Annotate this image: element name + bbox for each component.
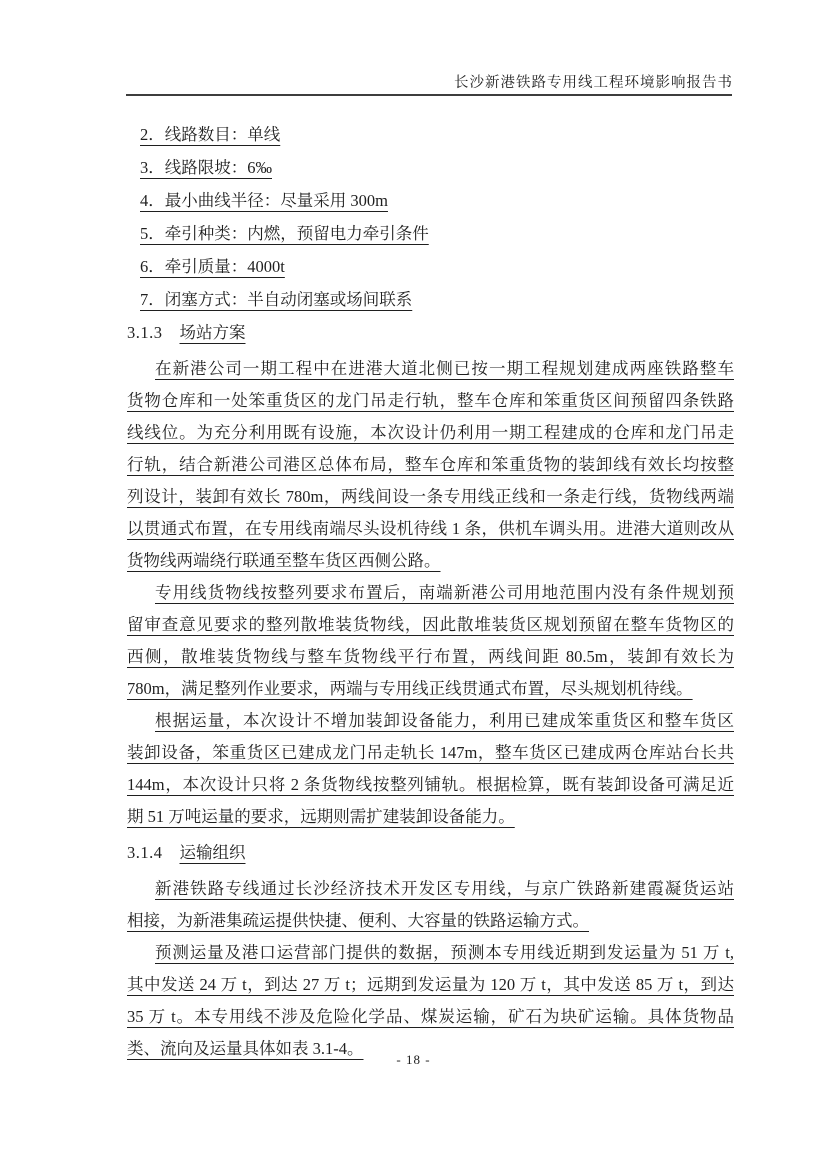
spec-list-item: 6．牵引质量：4000t [140, 257, 285, 276]
paragraph-line: 根据运量，本次设计不增加装卸设备能力，利用已建成笨重货区和整车货区 [155, 711, 734, 730]
paragraph-line: 货物线两端绕行联通至整车货区西侧公路。 [127, 551, 441, 570]
section-number: 3.1.3 [127, 323, 163, 342]
page-number: - 18 - [396, 1052, 431, 1067]
paragraph-line: 预测运量及港口运营部门提供的数据，预测本专用线近期到发运量为 51 万 t, [155, 943, 734, 962]
spec-list-item: 7．闭塞方式：半自动闭塞或场间联系 [140, 290, 413, 309]
paragraph-line: 144m，本次设计只将 2 条货物线按整列铺轨。根据检算，既有装卸设备可满足近 [127, 775, 734, 794]
spec-list-item: 5．牵引种类：内燃，预留电力牵引条件 [140, 224, 429, 243]
paragraph-line: 货物仓库和一处笨重货区的龙门吊走行轨，整车仓库和笨重货区间预留四条铁路 [127, 391, 734, 410]
paragraph-line: 相接，为新港集疏运提供快捷、便利、大容量的铁路运输方式。 [127, 911, 589, 930]
spec-list-item: 3．线路限坡：6‰ [140, 158, 272, 177]
spec-list-item: 2．线路数目：单线 [140, 125, 281, 144]
spec-list-item: 4．最小曲线半径：尽量采用 300m [140, 191, 388, 210]
page-header-title: 长沙新港铁路专用线工程环境影响报告书 [454, 75, 733, 91]
paragraph-line: 新港铁路专线通过长沙经济技术开发区专用线，与京广铁路新建霞凝货运站 [155, 879, 734, 898]
paragraph-line: 780m，满足整列作业要求，两端与专用线正线贯通式布置，尽头规划机待线。 [127, 679, 693, 698]
paragraph-line: 留审查意见要求的整列散堆装货物线，因此散堆装货区规划预留在整车货物区的 [127, 615, 734, 634]
paragraph-line: 期 51 万吨运量的要求，远期则需扩建装卸设备能力。 [127, 807, 515, 826]
paragraph [127, 937, 734, 1065]
paragraph [127, 577, 734, 705]
paragraph-line: 列设计，装卸有效长 780m，两线间设一条专用线正线和一条走行线，货物线两端 [127, 487, 734, 506]
section-number: 3.1.4 [127, 843, 163, 862]
section-heading [127, 836, 734, 869]
header-rule [126, 94, 732, 96]
section-title: 场站方案 [179, 323, 246, 342]
paragraph-line: 线线位。为充分利用既有设施，本次设计仍利用一期工程建成的仓库和龙门吊走 [127, 423, 734, 442]
paragraph-line: 35 万 t。本专用线不涉及危险化学品、煤炭运输，矿石为块矿运输。具体货物品 [127, 1007, 734, 1026]
paragraph-line: 行轨，结合新港公司港区总体布局，整车仓库和笨重货物的装卸线有效长均按整 [127, 455, 734, 474]
paragraph-line: 以贯通式布置，在专用线南端尽头设机待线 1 条，供机车调头用。进港大道则改从 [127, 519, 734, 538]
sections [127, 316, 734, 1065]
paragraph [127, 705, 734, 833]
spec-list [127, 118, 734, 316]
paragraph-line: 其中发送 24 万 t，到达 27 万 t；远期到发运量为 120 万 t，其中发送 85 万 t，到达 [127, 975, 734, 994]
paragraph-line: 类、流向及运量具体如表 3.1-4。 [127, 1039, 364, 1058]
section-title: 运输组织 [179, 843, 246, 862]
section-heading [127, 316, 734, 349]
document-body [127, 118, 734, 1065]
paragraph [127, 873, 734, 937]
paragraph-line: 在新港公司一期工程中在进港大道北侧已按一期工程规划建成两座铁路整车 [155, 359, 734, 378]
paragraph-line: 西侧，散堆装货物线与整车货物线平行布置，两线间距 80.5m，装卸有效长为 [127, 647, 734, 666]
paragraph [127, 353, 734, 577]
paragraph-line: 专用线货物线按整列要求布置后，南端新港公司用地范围内没有条件规划预 [155, 583, 734, 602]
paragraph-line: 装卸设备，笨重货区已建成龙门吊走轨长 147m，整车货区已建成两仓库站台长共 [127, 743, 734, 762]
